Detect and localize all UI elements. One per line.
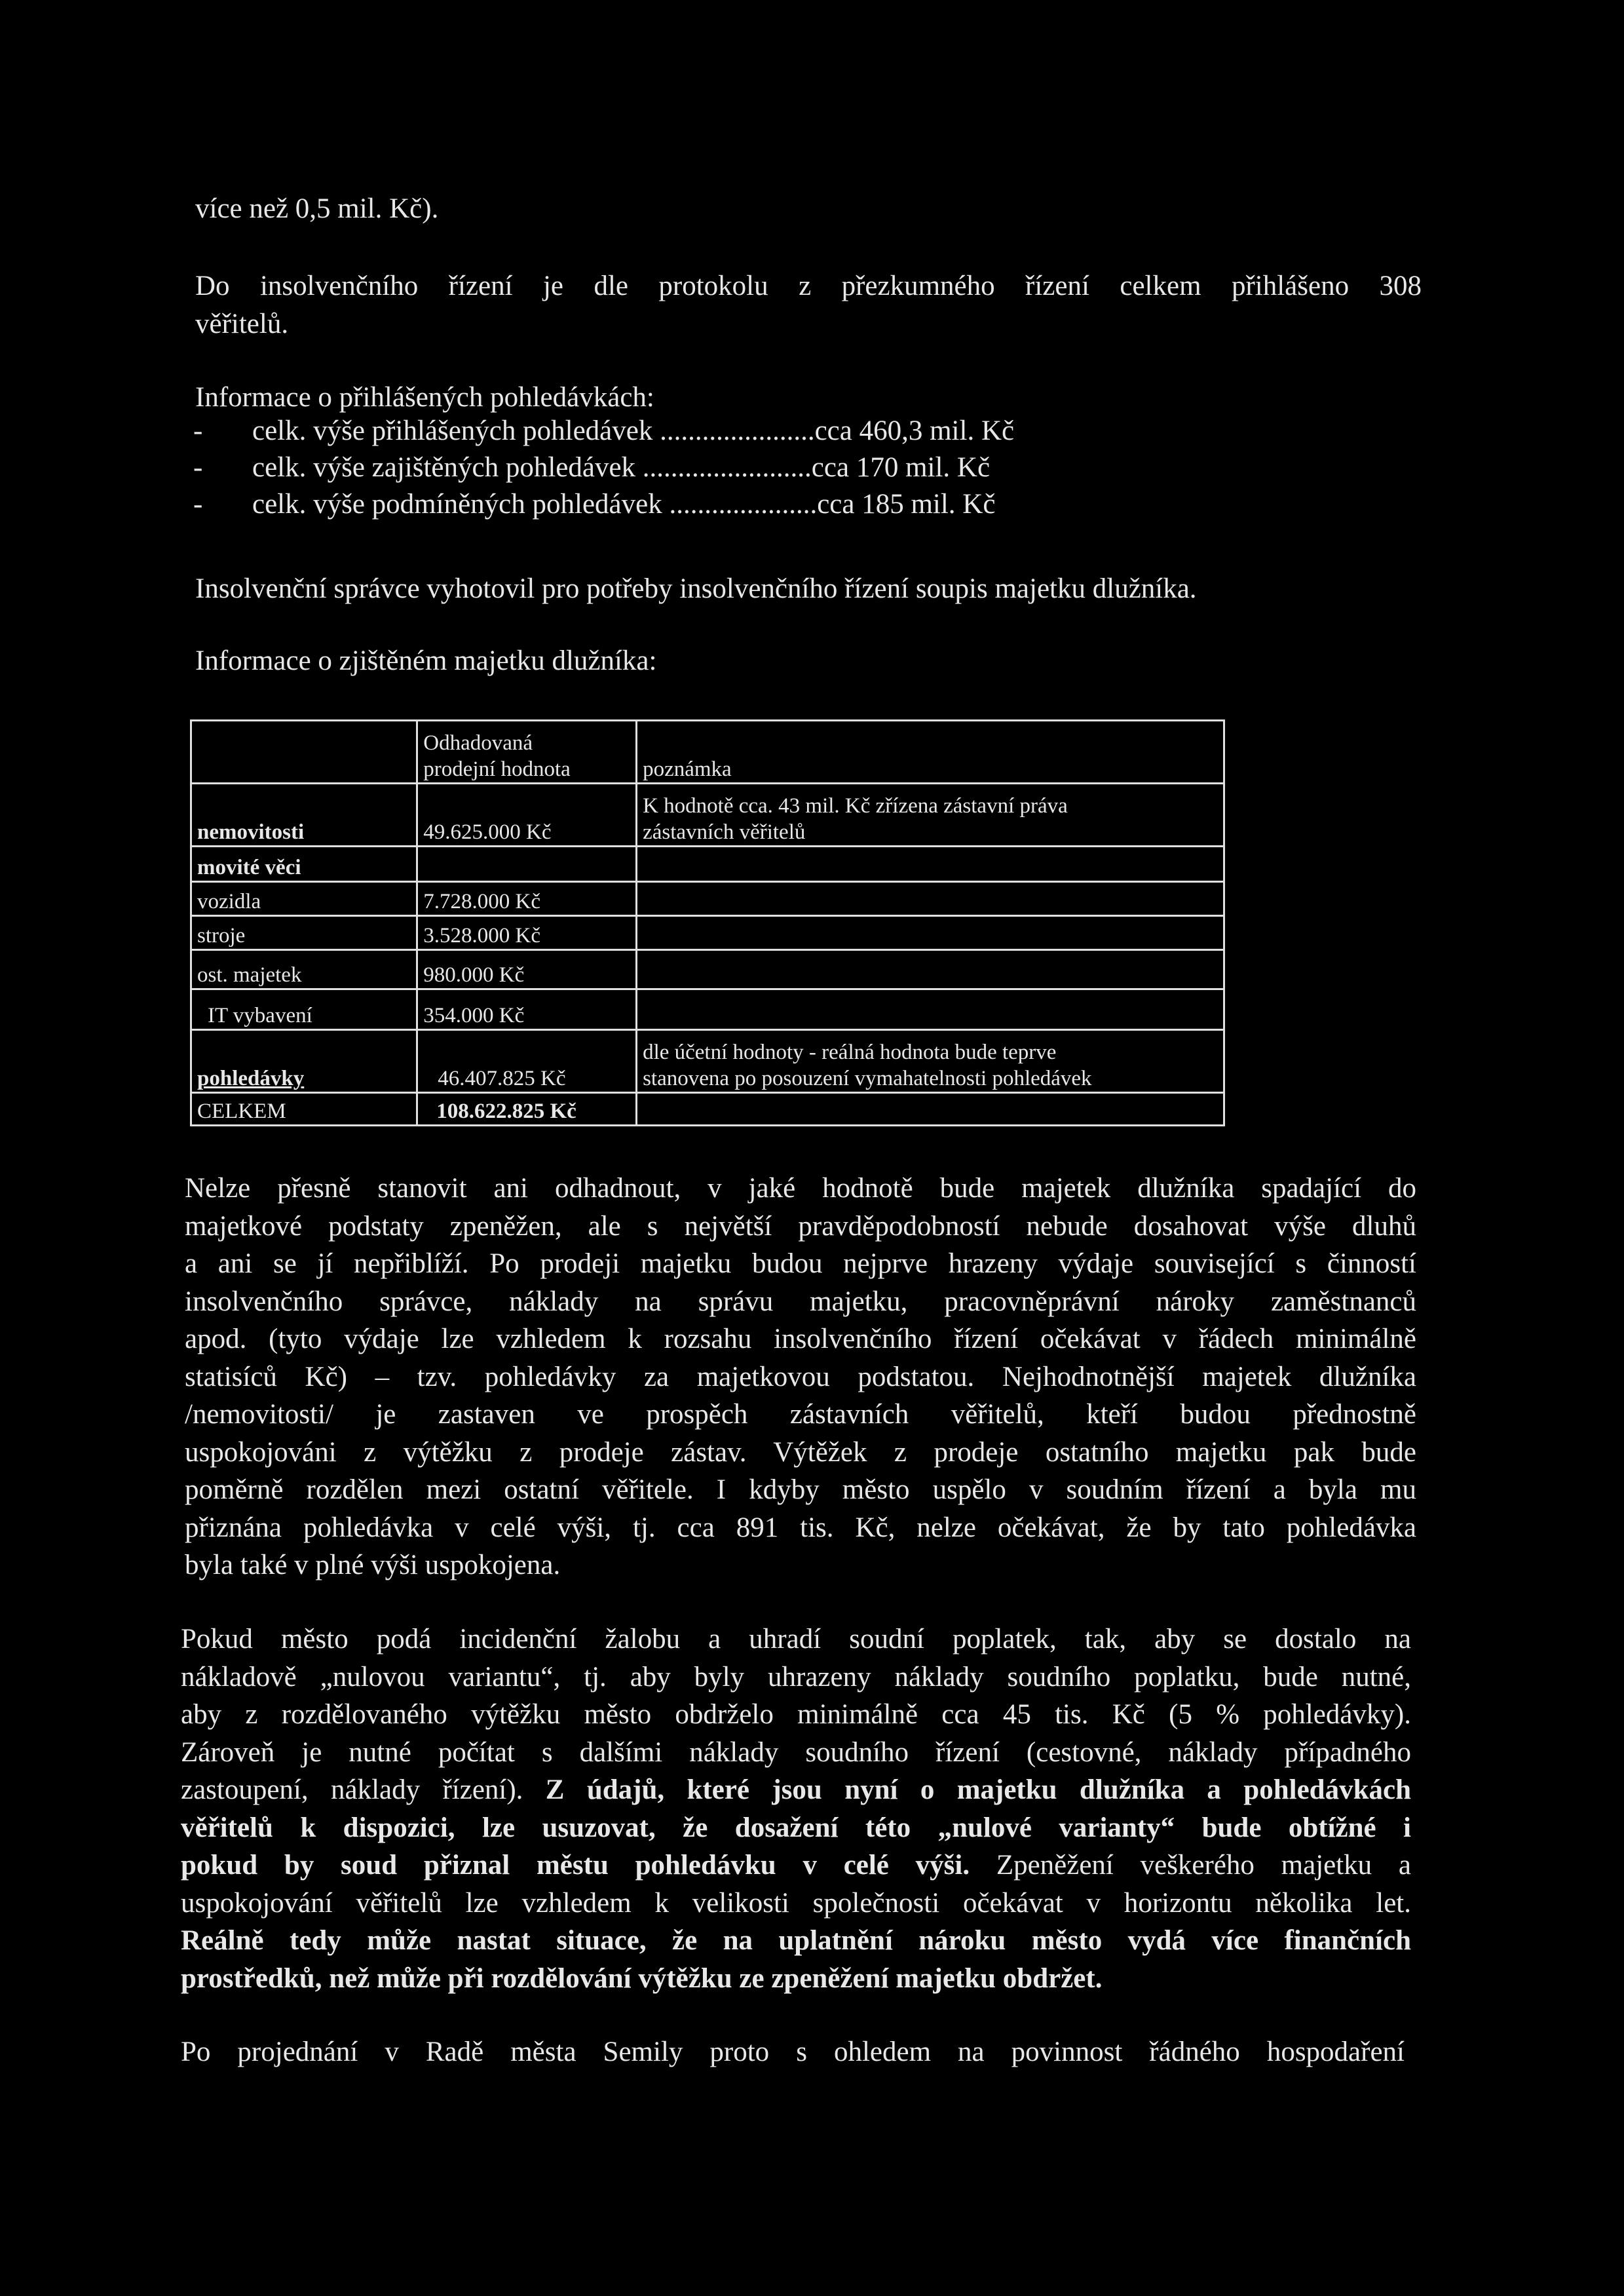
asset-value: 7.728.000 Kč — [417, 882, 637, 916]
list-item-text: celk. výše zajištěných pohledávek ........................cca 170 mil. Kč — [252, 452, 991, 483]
asset-note — [637, 784, 1224, 847]
paragraph-line: přiznána pohledávka v celé výši, tj. cca 891 tis. Kč, nelze očekávat, že by tato pohledávka — [185, 1512, 1416, 1543]
paragraph-valuation — [185, 1170, 1416, 1584]
paragraph-line: Zároveň je nutné počítat s dalšími náklady soudního řízení (cestovné, náklady případného — [181, 1736, 1411, 1768]
paragraph-line: majetkové podstaty zpeněžen, ale s největší pravděpodobností nebude dosahovat výše dluhů — [185, 1210, 1416, 1242]
paragraph-line: insolvenčního správce, náklady na správu majetku, pracovněprávní nároky zaměstnanců — [185, 1286, 1416, 1317]
list-dash: - — [193, 489, 203, 520]
asset-note — [637, 950, 1224, 989]
final-line: Po projednání v Radě města Semily proto s ohledem na povinnost řádného hospodaření — [181, 2037, 1405, 2067]
creditors-line: Do insolvenčního řízení je dle protokolu z přezkumného řízení celkem přihlášeno 308 — [195, 271, 1422, 301]
paragraph-line — [181, 1771, 1411, 1809]
paragraph-line: a ani se jí nepřiblíží. Po prodeji majetku budou nejprve hrazeny výdaje související s činností — [185, 1248, 1416, 1279]
note-line: stanovena po posouzení vymahatelnosti pohledávek — [643, 1067, 1092, 1090]
asset-note — [637, 989, 1224, 1030]
paragraph-line: aby z rozdělovaného výtěžku město obdrželo minimálně cca 45 tis. Kč (5 % pohledávky). — [181, 1699, 1411, 1730]
table-row — [191, 882, 1224, 916]
paragraph-line: Nelze přesně stanovit ani odhadnout, v jaké hodnotě bude majetek dlužníka spadající do — [185, 1173, 1416, 1204]
paragraph-line: nákladově „nulovou variantu“, tj. aby byly uhrazeny náklady soudního poplatku, bude nutné, — [181, 1661, 1411, 1693]
asset-value: 46.407.825 Kč — [417, 1030, 637, 1093]
header-value-line: Odhadovaná — [423, 731, 533, 755]
paragraph-line: uspokojování věřitelů lze vzhledem k velikosti společnosti očekávat v horizontu několika let. — [181, 1887, 1411, 1919]
table-total-row — [191, 1093, 1224, 1126]
creditors-line: věřitelů. — [195, 309, 289, 339]
asset-name: pohledávky — [191, 1030, 417, 1093]
inventory-line: Insolvenční správce vyhotovil pro potřeby insolvenčního řízení soupis majetku dlužníka. — [195, 573, 1197, 604]
asset-note — [637, 1030, 1224, 1093]
claims-list — [193, 413, 1014, 523]
asset-value — [417, 847, 637, 882]
table-cell — [191, 721, 417, 784]
paragraph-line: poměrně rozdělen mezi ostatní věřitele. I kdyby město uspělo v soudním řízení a byla mu — [185, 1474, 1416, 1505]
claims-heading: Informace o přihlášených pohledávkách: — [195, 382, 654, 413]
text-bold: prostředků, než může při rozdělování výtěžku ze zpeněžení majetku obdržet. — [181, 1962, 1103, 1994]
assets-heading: Informace o zjištěném majetku dlužníka: — [195, 645, 657, 676]
text-bold: Z údajů, které jsou nyní o majetku dlužníka a pohledávkách — [545, 1774, 1411, 1805]
asset-value: 49.625.000 Kč — [417, 784, 637, 847]
paragraph-line: statisíců Kč) – tzv. pohledávky za majetkovou podstatou. Nejhodnotnější majetek dlužníka — [185, 1361, 1416, 1392]
table-header-row — [191, 721, 1224, 784]
asset-name: movité věci — [191, 847, 417, 882]
list-item — [193, 450, 1014, 486]
table-cell — [417, 721, 637, 784]
list-item-text: celk. výše podmíněných pohledávek .....................cca 185 mil. Kč — [252, 489, 996, 520]
table-row — [191, 1030, 1224, 1093]
asset-name: stroje — [191, 916, 417, 950]
text-bold: pokud by soud přiznal městu pohledávku v celé výši. — [181, 1850, 970, 1881]
asset-name: CELKEM — [191, 1093, 417, 1126]
asset-value: 108.622.825 Kč — [417, 1093, 637, 1126]
note-line: zástavních věřitelů — [643, 820, 806, 844]
table-row — [191, 916, 1224, 950]
asset-value: 354.000 Kč — [417, 989, 637, 1030]
paragraph-line: uspokojováni z výtěžku z prodeje zástav. Výtěžek z prodeje ostatního majetku pak bude — [185, 1436, 1416, 1468]
note-line: dle účetní hodnoty - reálná hodnota bude teprve — [643, 1041, 1057, 1064]
text-bold: věřitelů k dispozici, lze usuzovat, že dosažení této „nulové varianty“ bude obtížné i — [181, 1812, 1411, 1843]
list-dash: - — [193, 415, 203, 446]
asset-note — [637, 882, 1224, 916]
note-line: K hodnotě cca. 43 mil. Kč zřízena zástavní práva — [643, 794, 1068, 818]
paragraph-incidental-action — [181, 1620, 1411, 1997]
paragraph-line: /nemovitosti/ je zastaven ve prospěch zástavních věřitelů, kteří budou přednostně — [185, 1399, 1416, 1430]
list-item — [193, 413, 1014, 450]
list-dash: - — [193, 452, 203, 483]
table-row — [191, 784, 1224, 847]
asset-note — [637, 847, 1224, 882]
text-normal: Zpeněžení veškerého majetku a — [970, 1850, 1412, 1881]
paragraph-line — [181, 1922, 1411, 1960]
asset-name: vozidla — [191, 882, 417, 916]
creditors-paragraph — [195, 267, 1422, 343]
paragraph-line — [181, 1809, 1411, 1847]
asset-name: IT vybavení — [191, 989, 417, 1030]
header-note: poznámka — [637, 721, 1224, 784]
text-normal: zastoupení, náklady řízení). — [181, 1774, 546, 1805]
list-item-text: celk. výše přihlášených pohledávek ......................cca 460,3 mil. Kč — [252, 415, 1015, 446]
assets-table — [190, 719, 1225, 1126]
paragraph-line: apod. (tyto výdaje lze vzhledem k rozsahu insolvenčního řízení očekávat v řádech minimálně — [185, 1324, 1416, 1354]
text-bold: Reálně tedy může nastat situace, že na uplatnění nároku město vydá více finančních — [181, 1925, 1411, 1956]
table-row — [191, 989, 1224, 1030]
asset-value: 3.528.000 Kč — [417, 916, 637, 950]
paragraph-line — [181, 1846, 1411, 1885]
asset-name: nemovitosti — [191, 784, 417, 847]
final-line-block — [181, 2033, 1405, 2071]
asset-note — [637, 916, 1224, 950]
table-row — [191, 847, 1224, 882]
asset-name: ost. majetek — [191, 950, 417, 989]
list-item — [193, 486, 1014, 523]
table-row — [191, 950, 1224, 989]
paragraph-line: Pokud město podá incidenční žalobu a uhradí soudní poplatek, tak, aby se dostalo na — [181, 1624, 1411, 1655]
asset-value: 980.000 Kč — [417, 950, 637, 989]
paragraph-line — [181, 1960, 1411, 1998]
asset-note — [637, 1093, 1224, 1126]
paragraph-line: byla také v plné výši uspokojena. — [185, 1550, 561, 1580]
intro-line: více než 0,5 mil. Kč). — [195, 193, 439, 224]
header-value-line: prodejní hodnota — [423, 757, 571, 781]
